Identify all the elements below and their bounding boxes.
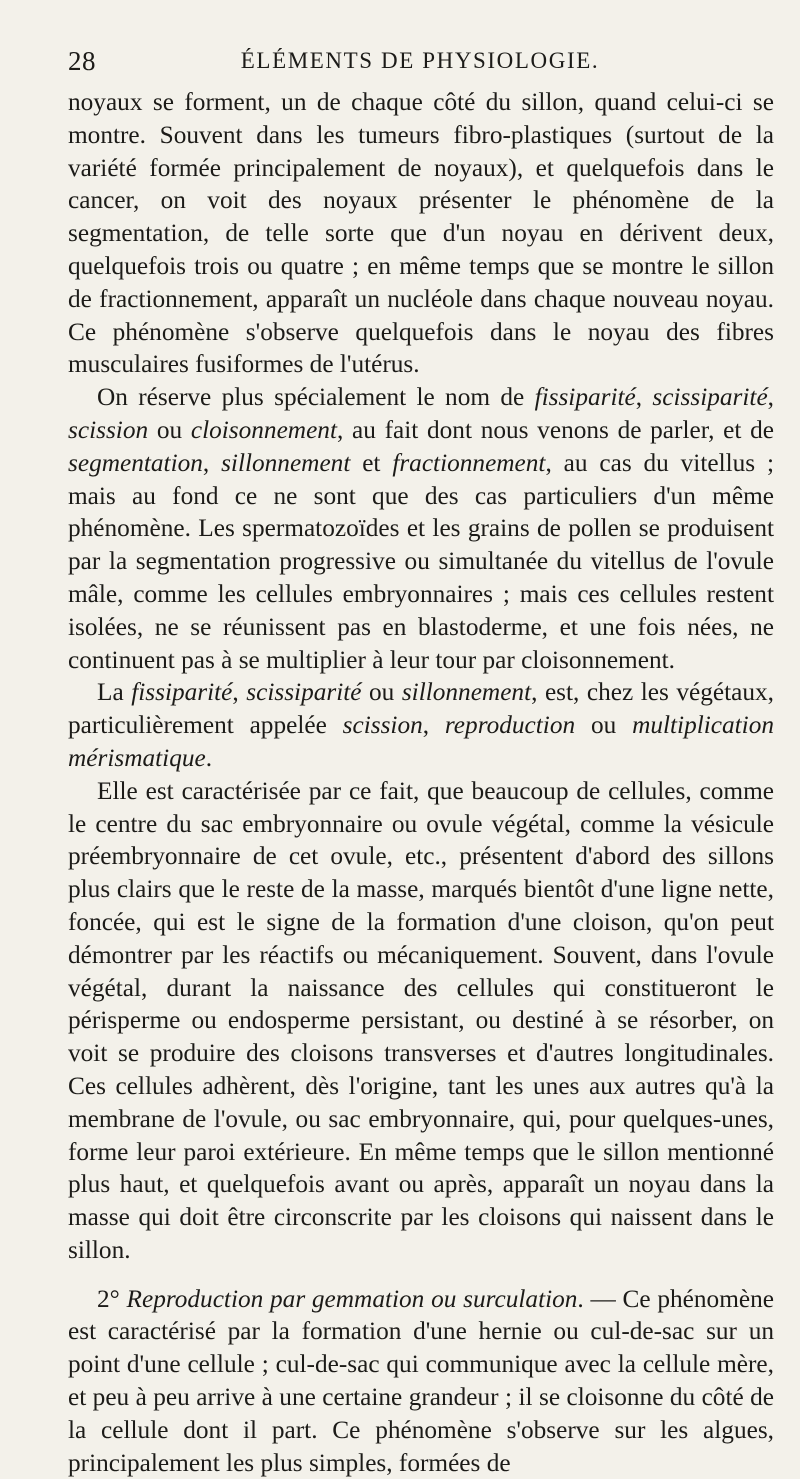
- running-title: ÉLÉMENTS DE PHYSIOLOGIE.: [240, 48, 600, 73]
- italic-term: scission: [68, 415, 149, 444]
- italic-term: scission: [342, 711, 423, 740]
- italic-term: sillonnement: [221, 448, 351, 477]
- text-run: On réserve plus spécialement le nom de: [97, 383, 535, 412]
- italic-term: segmentation: [68, 448, 203, 477]
- body-text: [68, 86, 774, 1479]
- italic-term: cloisonnement: [190, 415, 337, 444]
- italic-term: scissiparité: [652, 383, 768, 412]
- text-run: ,: [422, 711, 445, 740]
- italic-term: reproduction: [444, 711, 576, 740]
- text-run: ou: [361, 678, 402, 707]
- text-run: ,: [767, 383, 774, 412]
- text-run: et: [350, 448, 393, 477]
- text-run: , au fait dont nous venons de parler, et de: [336, 415, 774, 444]
- text-run: .: [205, 743, 213, 772]
- text-run: ,: [202, 448, 222, 477]
- text-run: ou: [575, 711, 633, 740]
- italic-term: fissiparité: [131, 678, 233, 707]
- text-run: , est, chez les végétaux, particulièrement appelée: [68, 678, 774, 740]
- text-run: La: [97, 678, 132, 707]
- section-number: 2°: [97, 1284, 120, 1313]
- italic-term: scissiparité: [246, 678, 362, 707]
- paragraph-4: Elle est caractérisée par ce fait, que beaucoup de cellules, comme le centre du sac embryonnaire ou ovule végétal, comme la vésicule préembryonnaire de cet ovule, etc., présentent d'abord des sillons plus clairs que le reste de la masse, marqués bientôt d'une ligne nette, foncée, qui est le signe de la formation d'une cloison, qu'on peut démontrer par les réactifs ou mécaniquement. Souvent, dans l'ovule végétal, durant la naissance des cellules qui constitueront le périsperme ou endosperme persistant, ou destiné à se résorber, on voit se produire des cloisons transverses et d'autres longitudinales. Ces cellules adhèrent, dès l'origine, tant les unes aux autres qu'à la membrane de l'ovule, ou sac embryonnaire, qui, pour quelques-unes, forme leur paroi extérieure. En même temps que le sillon mentionné plus haut, et quelquefois avant ou après, apparaît un noyau dans la masse qui doit être circonscrite par les cloisons qui naissent dans le sillon.: [68, 776, 774, 1264]
- italic-term: multiplication mérismatique: [68, 711, 774, 772]
- paragraph-1: noyaux se forment, un de chaque côté du sillon, quand celui-ci se montre. Souvent dans les tumeurs fibro-plastiques (surtout de la variété formée principalement de noyaux), et quelquefois dans le cancer, on voit des noyaux présenter le phénomène de la segmentation, de telle sorte que d'un noyau en dérivent deux, quelquefois trois ou quatre ; en même temps que se montre le sillon de fractionnement, apparaît un nucléole dans chaque nouveau noyau. Ce phénomène s'observe quelquefois dans le noyau des fibres musculaires fusiformes de l'utérus.: [68, 88, 774, 379]
- paragraph-3: [68, 676, 774, 774]
- section-heading: Reproduction par gemmation ou surculation: [126, 1284, 578, 1313]
- text-run: . — Ce phénomène est caractérisé par la formation d'une hernie ou cul-de-sac sur un point d'une cellule ; cul-de-sac qui communique avec la cellule mère, et peu à peu arrive à une certaine grandeur ; il se cloisonne du côté de la cellule dont il part. Ce phénomène s'observe sur les algues, principalement les plus simples, formées de: [68, 1284, 774, 1477]
- italic-term: sillonnement: [401, 678, 532, 707]
- text-run: , au cas du vitellus ; mais au fond ce ne sont que des cas particuliers d'un même phénomène. Les spermatozoïdes et les grains de pollen se produisent par la segmentation progressive ou simultanée du vitellus de l'ovule mâle, comme les cellules embryonnaires ; mais ces cellules restent isolées, ne se réunissent pas en blastoderme, et une fois nées, ne continuent pas à se multiplier à leur tour par cloisonnement.: [68, 448, 774, 674]
- italic-term: fractionnement: [392, 448, 546, 477]
- page-header: [68, 46, 772, 86]
- text-run: ,: [635, 383, 653, 412]
- paragraph-2: [68, 381, 774, 676]
- paragraph-5: [68, 1283, 774, 1479]
- text-run: ,: [232, 678, 247, 707]
- italic-term: fissiparité: [534, 383, 636, 412]
- page-number: 28: [68, 46, 96, 76]
- text-run: ou: [148, 415, 191, 444]
